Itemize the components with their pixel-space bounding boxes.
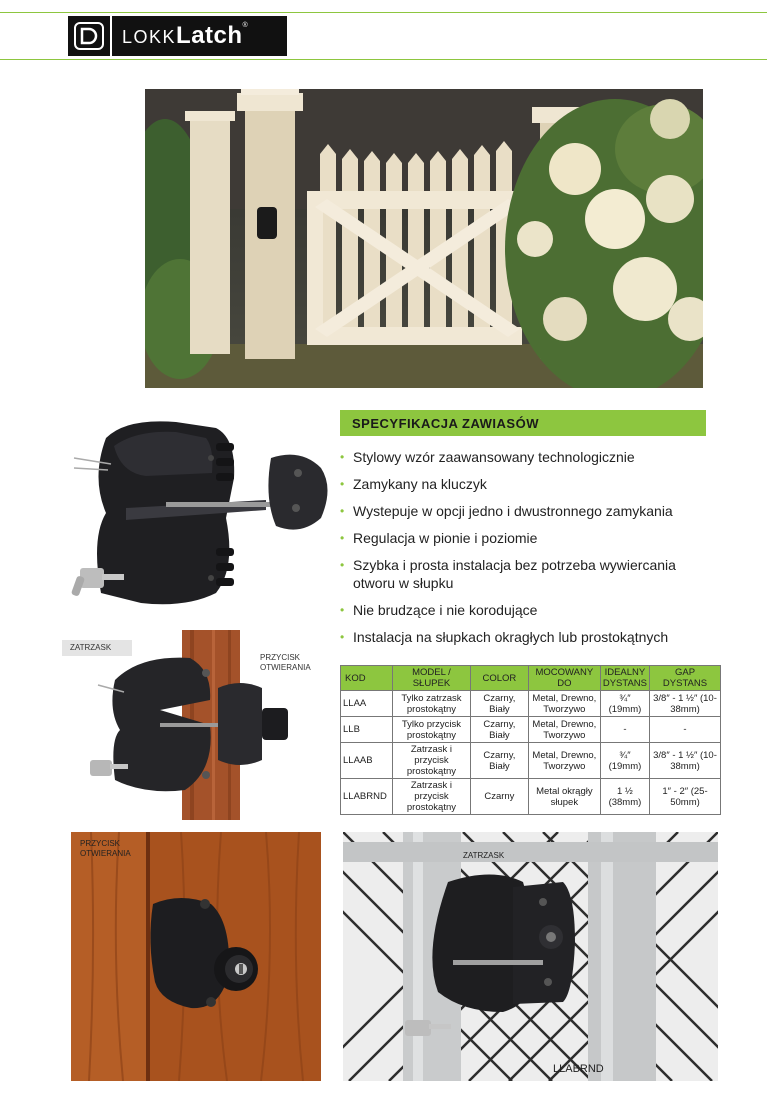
- col-idealny: IDEALNY DYSTANS: [600, 666, 649, 691]
- table-header-row: [341, 666, 721, 691]
- button-label: PRZYCISK OTWIERANIA: [260, 653, 316, 673]
- latch-product-image: [66, 418, 336, 610]
- spec-bullet: • Szybka i prosta instalacja bez potrzeba wywiercania otworu w słupku: [340, 556, 720, 592]
- cell-idealny: ¾″ (19mm): [600, 691, 649, 717]
- col-kod: KOD: [341, 666, 393, 691]
- spec-bullet: • Instalacja na słupkach okragłych lub prostokątnych: [340, 628, 720, 646]
- cell-kod: LLB: [341, 717, 393, 743]
- cell-mocowany: Metal okrągły słupek: [528, 779, 600, 815]
- col-mocowany: MOCOWANY DO: [528, 666, 600, 691]
- spec-bullet: • Stylowy wzór zaawansowany technologicznie: [340, 448, 720, 466]
- cell-kod: LLABRND: [341, 779, 393, 815]
- brand-name-bold: Latch: [176, 22, 243, 49]
- cell-color: Czarny, Biały: [470, 691, 528, 717]
- spec-heading: SPECYFIKACJA ZAWIASÓW: [340, 410, 706, 436]
- table-row: [341, 717, 721, 743]
- cell-mocowany: Metal, Drewno, Tworzywo: [528, 717, 600, 743]
- latch-on-chainlink-photo: [343, 832, 718, 1081]
- cell-gap: -: [650, 717, 721, 743]
- cell-model: Zatrzask i przycisk prostokątny: [392, 779, 470, 815]
- latch-label: ZATRZASK: [62, 640, 132, 656]
- cell-mocowany: Metal, Drewno, Tworzywo: [528, 743, 600, 779]
- logo-mark-icon: [68, 16, 112, 56]
- cell-model: Tylko zatrzask prostokątny: [392, 691, 470, 717]
- button-label-2: PRZYCISK OTWIERANIA: [80, 839, 131, 858]
- brand-name: [122, 22, 249, 50]
- cell-color: Czarny, Biały: [470, 743, 528, 779]
- cell-model: Zatrzask i przycisk prostokątny: [392, 743, 470, 779]
- col-model: MODEL / SŁUPEK: [392, 666, 470, 691]
- cell-idealny: ¾″ (19mm): [600, 743, 649, 779]
- cell-gap: 3/8″ - 1 ½″ (10-38mm): [650, 691, 721, 717]
- spec-bullet-list: [340, 448, 720, 646]
- cell-mocowany: Metal, Drewno, Tworzywo: [528, 691, 600, 717]
- col-color: COLOR: [470, 666, 528, 691]
- spec-table: [340, 665, 721, 815]
- spec-bullet: • Wystepuje w opcji jedno i dwustronnego zamykania: [340, 502, 720, 520]
- cell-kod: LLAA: [341, 691, 393, 717]
- fence-gate-photo: [145, 89, 703, 388]
- brand-logo: [68, 16, 287, 56]
- table-row: [341, 779, 721, 815]
- col-gap: GAP DYSTANS: [650, 666, 721, 691]
- table-row: [341, 743, 721, 779]
- cell-idealny: 1 ½ (38mm): [600, 779, 649, 815]
- model-label: LLABRND: [553, 1063, 604, 1075]
- cell-model: Tylko przycisk prostokątny: [392, 717, 470, 743]
- latch-label-2: ZATRZASK: [463, 851, 505, 860]
- cell-idealny: -: [600, 717, 649, 743]
- header-bottom-line: [0, 59, 767, 60]
- cell-gap: 1″ - 2″ (25-50mm): [650, 779, 721, 815]
- cell-kod: LLAAB: [341, 743, 393, 779]
- table-row: [341, 691, 721, 717]
- spec-bullet: • Nie brudzące i nie korodujące: [340, 601, 720, 619]
- brand-registered: ®: [242, 22, 249, 29]
- spec-bullet: • Regulacja w pionie i poziomie: [340, 529, 720, 547]
- cell-color: Czarny: [470, 779, 528, 815]
- header-top-line: [0, 12, 767, 13]
- brand-name-light: LOKK: [122, 27, 177, 47]
- cell-color: Czarny, Biały: [470, 717, 528, 743]
- cell-gap: 3/8″ - 1 ½″ (10-38mm): [650, 743, 721, 779]
- button-on-wood-photo: [71, 832, 321, 1081]
- spec-bullet: • Zamykany na kluczyk: [340, 475, 720, 493]
